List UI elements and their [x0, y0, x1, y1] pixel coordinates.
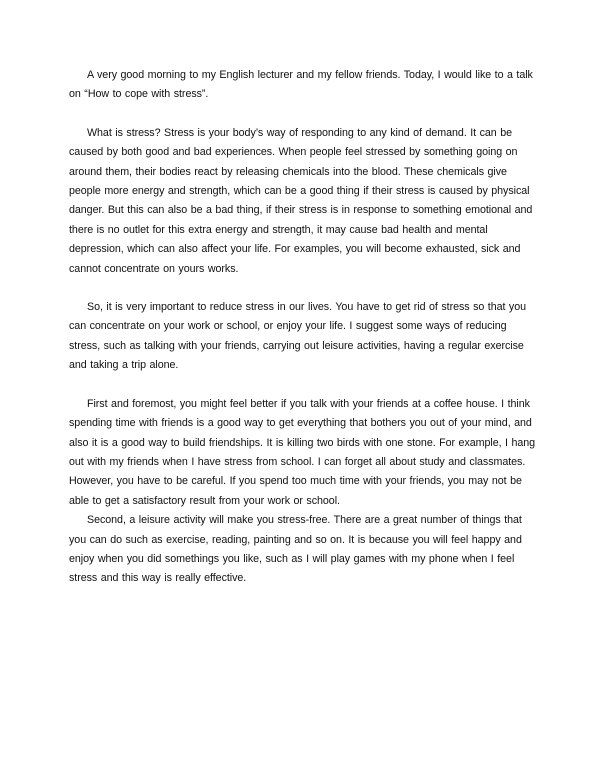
paragraph-introduction: A very good morning to my English lecturer and my fellow friends. Today, I would like to a talk on “How to cope with stress”. [69, 69, 533, 101]
paragraph-leisure-activity: Second, a leisure activity will make you stress-free. There are a great number of things that you can do such as exercise, reading, painting and so on. It is because you will feel happy and enjoy when you did somethings you like, such as I will play games with my phone when I feel stress and this way is really effective. [69, 514, 522, 585]
paragraph-what-is-stress: What is stress? Stress is your body’s way of responding to any kind of demand. It can be caused by both good and bad experiences. When people feel stressed by something going on around them, their bodies react by releasing chemicals into the blood. These chemicals give people more energy and strength, which can be a good thing if their stress is caused by physical danger. But this can also be a bad thing, if their stress is in response to something emotional and there is no outlet for this extra energy and strength, it may cause bad health and mental depression, which can also affect your life. For examples, you will become exhausted, sick and cannot concentrate on yours works. [69, 126, 533, 275]
paragraph-talk-with-friends: First and foremost, you might feel better if you talk with your friends at a coffee house. I think spending time with friends is a good way to get everything that bothers you out of your mind, and also it is a good way to build friendships. It is killing two birds with one stone. For example, I hang out with my friends when I have stress from school. I can forget all about study and classmates. However, you have to be careful. If you spend too much time with your friends, you may not be able to get a satisfactory result from your work or school. [69, 397, 536, 507]
document-body [69, 66, 539, 589]
paragraph-reduce-stress: So, it is very important to reduce stress in our lives. You have to get rid of stress so that you can concentrate on your work or school, or enjoy your life. I suggest some ways of reducing stress, such as talking with your friends, carrying out leisure activities, having a regular exercise and taking a trip alone. [69, 301, 527, 372]
